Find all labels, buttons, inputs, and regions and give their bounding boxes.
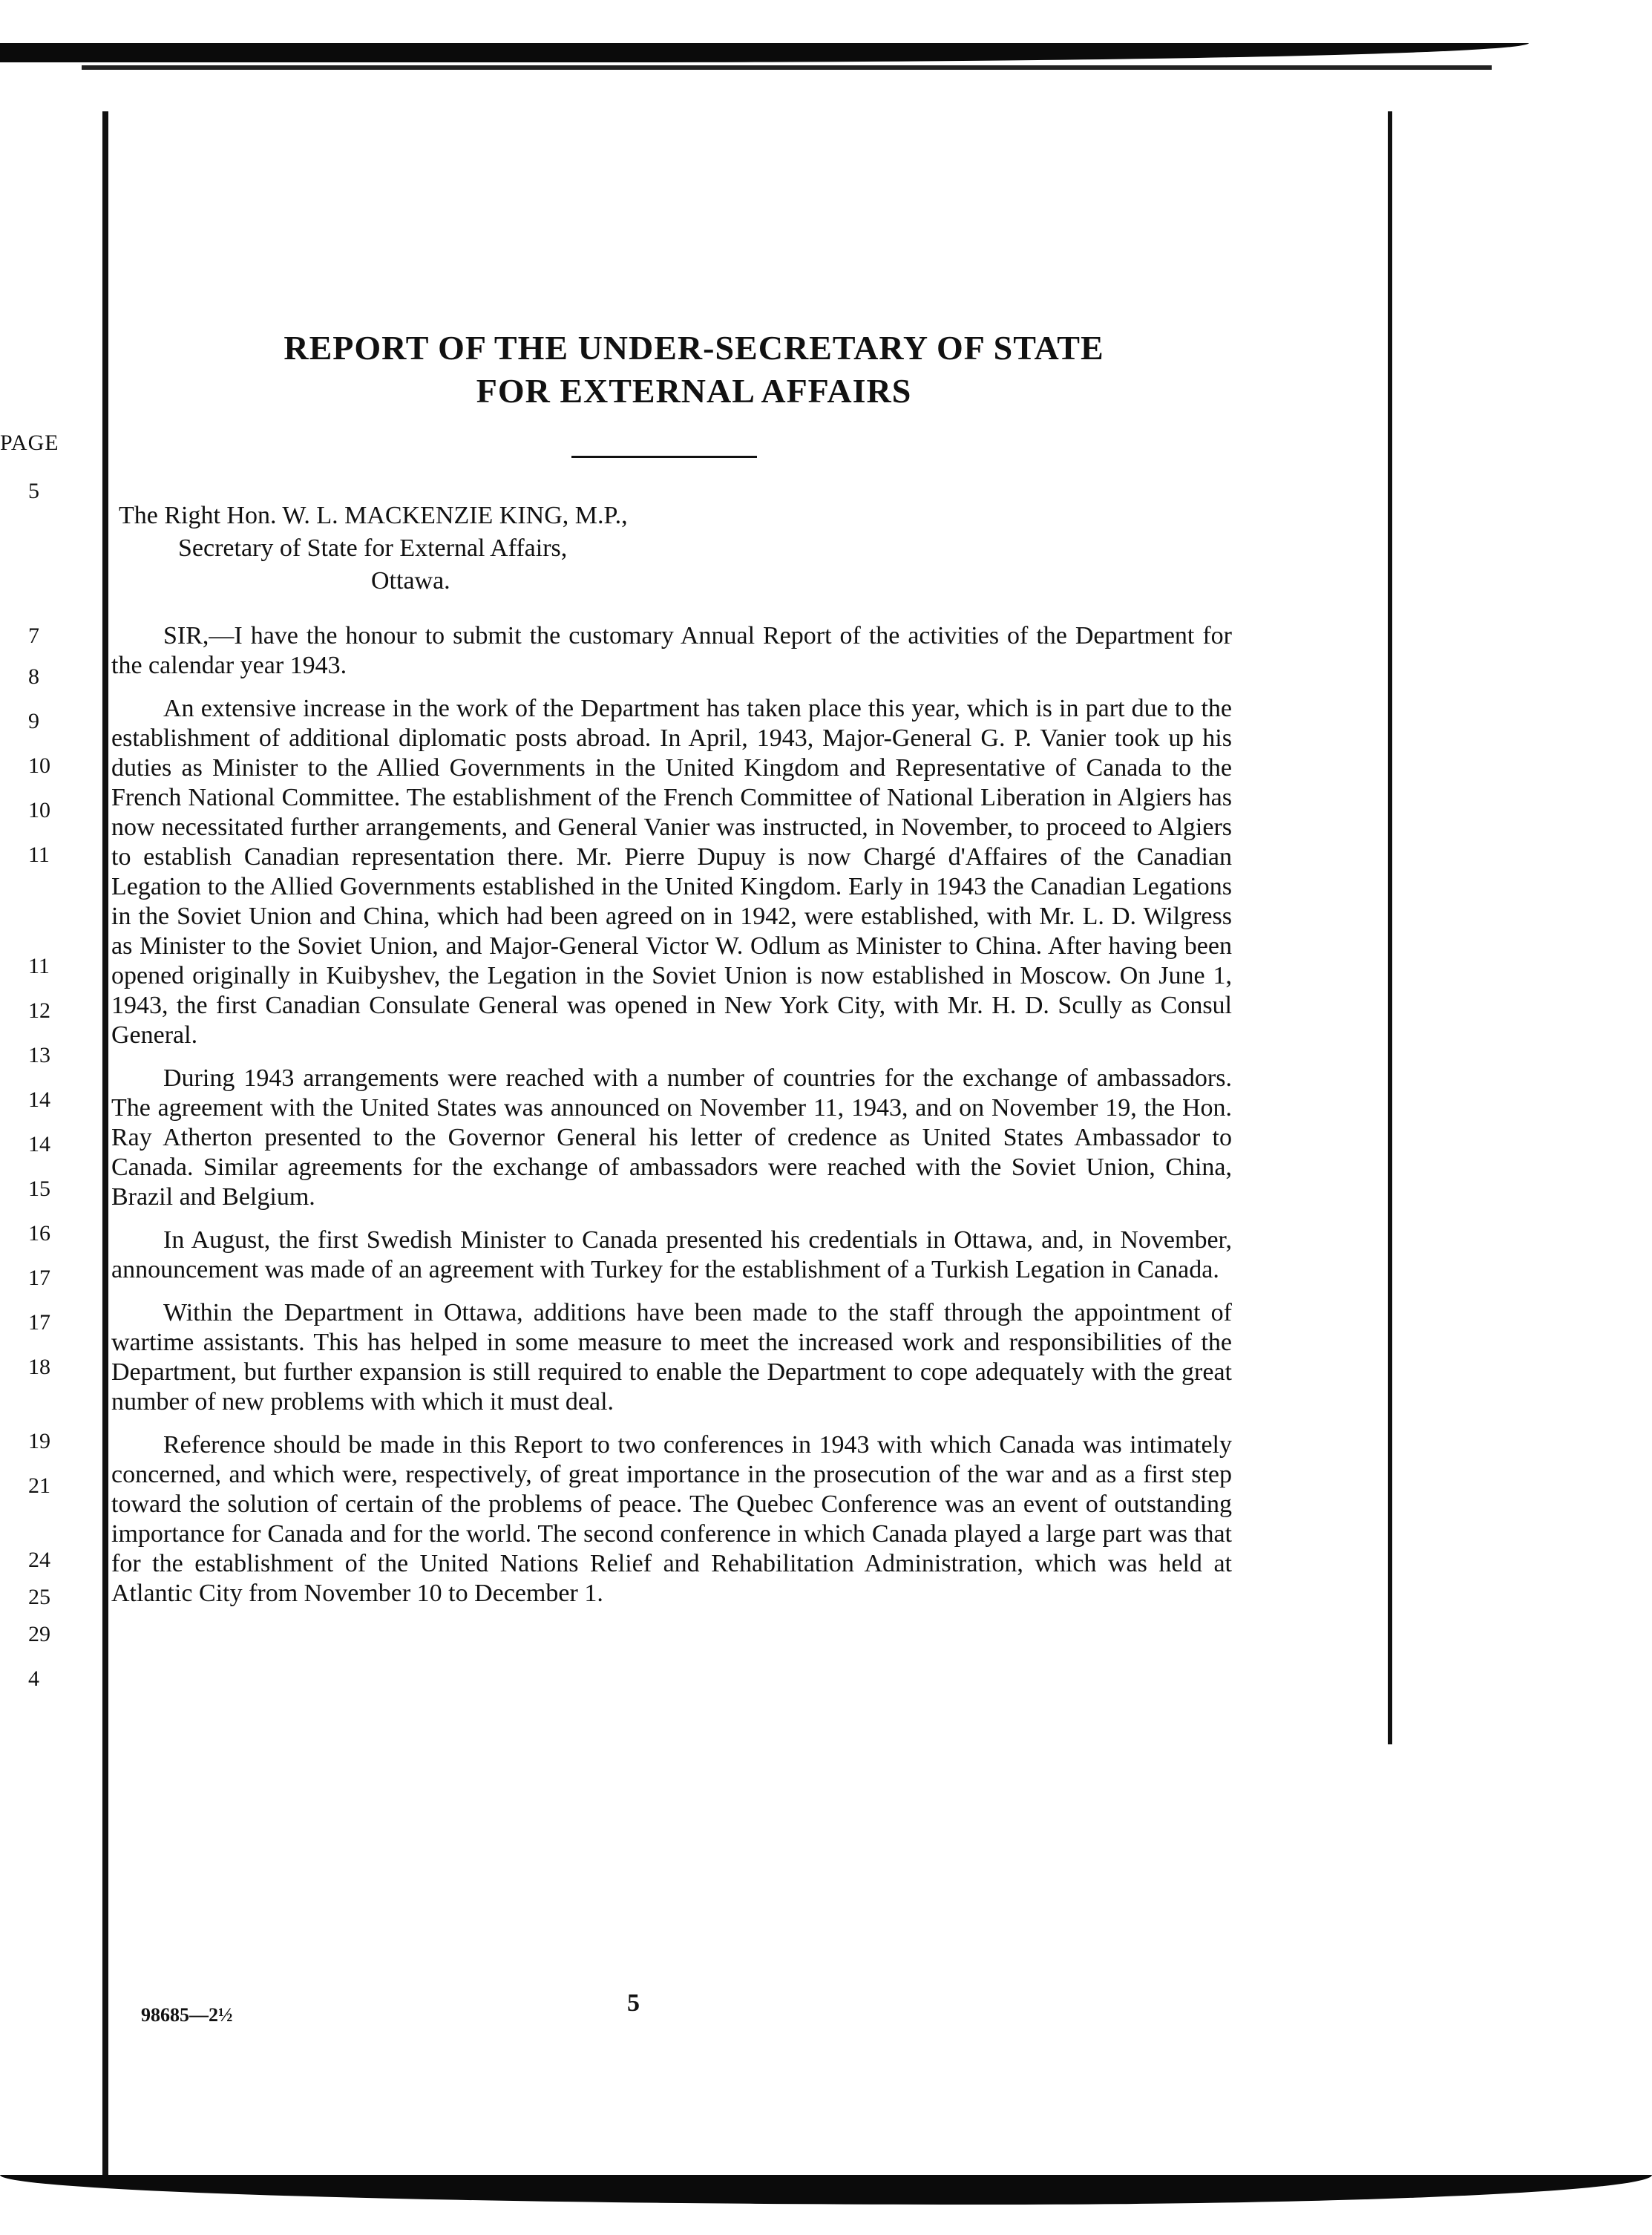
margin-page-number: 10 [28, 798, 50, 822]
paragraph: Within the Department in Ottawa, additions have been made to the staff through the appointment of wartime assistants. This has helped in some measure to meet the increased work and responsibilities of the Department, but further expansion is still required to enable the Department to cope adequately with the great number of new problems with which it must deal. [111, 1299, 1232, 1416]
margin-page-number: 11 [28, 954, 50, 978]
margin-page-number: 4 [28, 1666, 39, 1691]
paragraph: SIR,—I have the honour to submit the customary Annual Report of the activities of the Department for the calendar year 1943. [111, 622, 1232, 679]
margin-page-number: 8 [28, 664, 39, 689]
book-edge-top [0, 43, 1529, 62]
margin-page-number: 5 [28, 479, 39, 503]
margin-page-header: PAGE [0, 431, 59, 455]
page-footer [141, 1989, 1254, 2026]
margin-page-number: 11 [28, 842, 50, 867]
book-edge-top-line [82, 65, 1492, 70]
margin-page-number: 18 [28, 1355, 50, 1379]
address-line-3: Ottawa. [371, 567, 450, 595]
address-block [119, 500, 1232, 598]
margin-page-number: 7 [28, 624, 39, 648]
address-line-1: The Right Hon. W. L. MACKENZIE KING, M.P., [119, 502, 628, 529]
margin-page-number: 17 [28, 1310, 50, 1335]
book-edge-right [1388, 111, 1392, 1744]
margin-page-number: 12 [28, 998, 50, 1023]
margin-page-number: 29 [28, 1622, 50, 1646]
address-line-2: Secretary of State for External Affairs, [178, 534, 568, 562]
margin-page-number: 24 [28, 1548, 50, 1572]
margin-page-number: 9 [28, 709, 39, 733]
title-rule [571, 456, 757, 458]
margin-page-number: 16 [28, 1221, 50, 1246]
paragraph: An extensive increase in the work of the Department has taken place this year, which is in part due to the establishment of additional diplomatic posts abroad. In April, 1943, Major-General G. P. Vanier took up his duties as Minister to the Allied Governments in the United Kingdom and Representative of Canada to the French National Committee. The establishment of the French Committee of National Liberation in Algiers has now necessitated further arrangements, and General Vanier was instructed, in November, to proceed to Algiers to establish Canadian representation there. Mr. Pierre Dupuy is now Chargé d'Affaires of the Canadian Legation to the Allied Governments established in the United Kingdom. Early in 1943 the Canadian Legations in the Soviet Union and China, which had been agreed on in 1942, were established, with Mr. L. D. Wilgress as Minister to the Soviet Union, and Major-General Victor W. Odlum as Minister to China. After having been opened originally in Kuibyshev, the Legation in the Soviet Union is now established in Moscow. On June 1, 1943, the first Canadian Consulate General was opened in New York City, with Mr. H. D. Scully as Consul General. [111, 695, 1232, 1049]
paragraph: Reference should be made in this Report to two conferences in 1943 with which Canada was intimately concerned, and which were, respectively, of great importance in the prosecution of the war and as a first step toward the solution of certain of the problems of peace. The Quebec Conference was an event of outstanding importance for Canada and for the world. The second conference in which Canada played a large part was that for the establishment of the United Nations Relief and Rehabilitation Administration, which was held at Atlantic City from November 10 to December 1. [111, 1431, 1232, 1607]
margin-page-number: 13 [28, 1043, 50, 1067]
book-edge-bottom [0, 2175, 1652, 2205]
body-text [104, 621, 1232, 1609]
margin-page-number: 14 [28, 1087, 50, 1112]
page-number: 5 [627, 1989, 640, 2017]
margin-page-number: 19 [28, 1429, 50, 1453]
margin-page-number: 10 [28, 753, 50, 778]
margin-page-number: 17 [28, 1266, 50, 1290]
margin-page-number: 25 [28, 1585, 50, 1609]
title-line-1: REPORT OF THE UNDER-SECRETARY OF STATE [283, 329, 1104, 367]
paragraph: In August, the first Swedish Minister to Canada presented his credentials in Ottawa, and, in November, announcement was made of an agreement with Turkey for the establishment of a Turkish Legation in Canada. [111, 1226, 1232, 1283]
margin-page-number: 21 [28, 1473, 50, 1498]
margin-page-number: 14 [28, 1132, 50, 1156]
paragraph: During 1943 arrangements were reached with a number of countries for the exchange of ambassadors. The agreement with the United States was announced on November 11, 1943, and on November 19, the Hon. Ray Atherton presented to the Governor General his letter of credence as United States Ambassador to Canada. Similar agreements for the exchange of ambassadors were reached with the Soviet Union, China, Brazil and Belgium. [111, 1064, 1232, 1211]
footer-reference: 98685—2½ [141, 2004, 233, 2026]
document-page [104, 327, 1232, 1622]
margin-page-number: 15 [28, 1177, 50, 1201]
document-title [156, 327, 1232, 413]
title-line-2: FOR EXTERNAL AFFAIRS [476, 372, 912, 410]
